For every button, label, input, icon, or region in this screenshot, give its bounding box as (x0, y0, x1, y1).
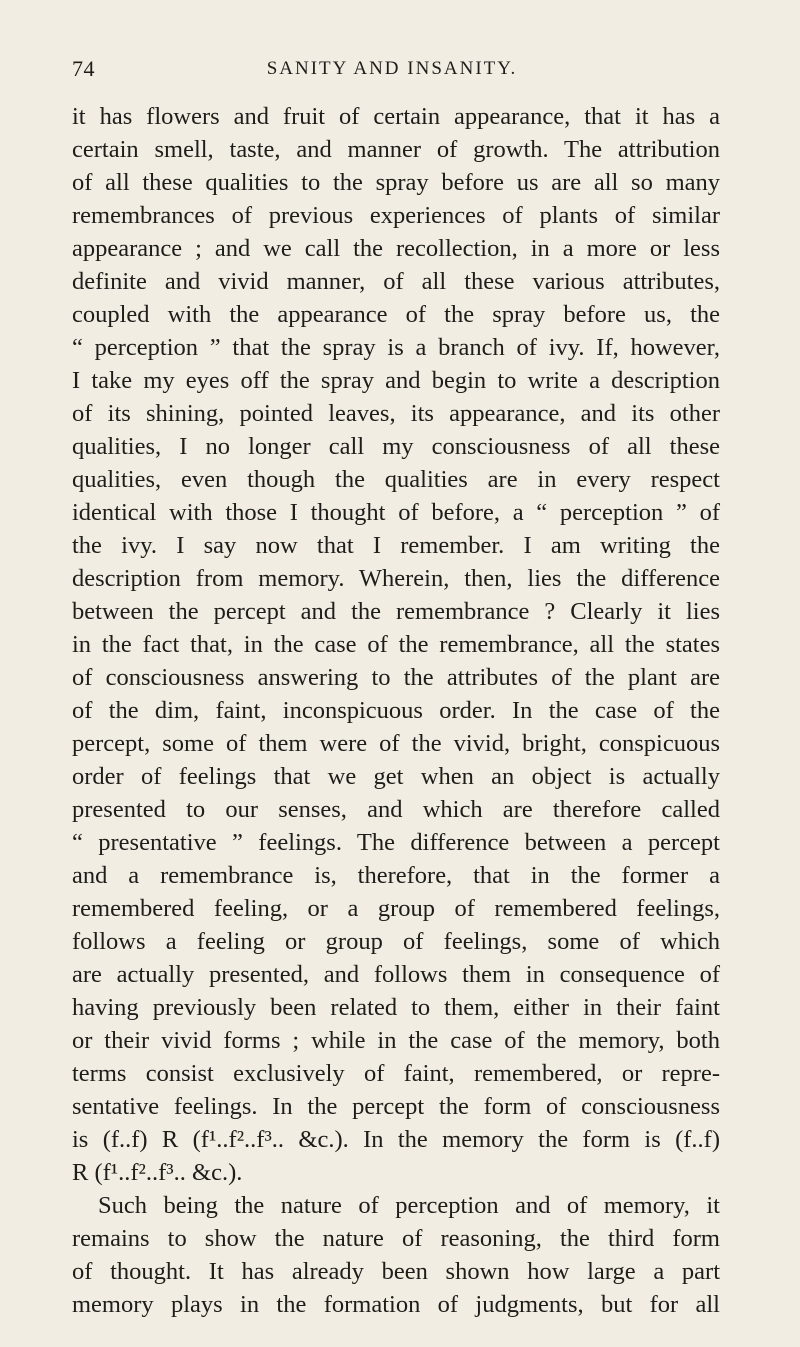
text-line: remembered feeling, or a group of remembered feelings, (72, 895, 720, 922)
text-line: definite and vivid manner, of all these various attributes, (72, 268, 720, 295)
body-text (72, 100, 720, 1321)
text-line: Such being the nature of perception and of memory, it (98, 1192, 720, 1219)
text-line: presented to our senses, and which are therefore called (72, 796, 720, 823)
text-line: of thought. It has already been shown how large a part (72, 1258, 720, 1285)
text-line: follows a feeling or group of feelings, some of which (72, 928, 720, 955)
text-line: qualities, even though the qualities are in every respect (72, 466, 720, 493)
text-line: of consciousness answering to the attributes of the plant are (72, 664, 720, 691)
text-line: appearance ; and we call the recollection, in a more or less (72, 235, 720, 262)
text-line: remembrances of previous experiences of plants of similar (72, 202, 720, 229)
text-line: percept, some of them were of the vivid, bright, conspicuous (72, 730, 720, 757)
text-line: having previously been related to them, either in their faint (72, 994, 720, 1021)
text-line: certain smell, taste, and manner of growth. The attribution (72, 136, 720, 163)
text-line: it has flowers and fruit of certain appearance, that it has a (72, 103, 720, 130)
text-line: terms consist exclusively of faint, remembered, or repre- (72, 1060, 720, 1087)
text-line: between the percept and the remembrance ? Clearly it lies (72, 598, 720, 625)
text-line: is (f..f) R (f¹..f²..f³.. &c.). In the memory the form is (f..f) (72, 1126, 720, 1153)
text-line: identical with those I thought of before, a “ perception ” of (72, 499, 720, 526)
text-line: R (f¹..f²..f³.. &c.). (72, 1159, 243, 1186)
text-line: in the fact that, in the case of the remembrance, all the states (72, 631, 720, 658)
text-line: coupled with the appearance of the spray before us, the (72, 301, 720, 328)
text-line: of the dim, faint, inconspicuous order. In the case of the (72, 697, 720, 724)
text-line: qualities, I no longer call my consciousness of all these (72, 433, 720, 460)
text-line: sentative feelings. In the percept the form of consciousness (72, 1093, 720, 1120)
page-header (72, 56, 712, 86)
text-line: order of feelings that we get when an object is actually (72, 763, 720, 790)
text-line: “ perception ” that the spray is a branch of ivy. If, however, (72, 334, 720, 361)
text-line: are actually presented, and follows them in consequence of (72, 961, 720, 988)
text-line: “ presentative ” feelings. The difference between a percept (72, 829, 720, 856)
running-head: SANITY AND INSANITY. (266, 58, 518, 79)
text-line: description from memory. Wherein, then, lies the difference (72, 565, 720, 592)
text-line: of all these qualities to the spray before us are all so many (72, 169, 720, 196)
text-line: remains to show the nature of reasoning, the third form (72, 1225, 720, 1252)
text-line: memory plays in the formation of judgments, but for all (72, 1291, 720, 1318)
page-number: 74 (72, 56, 95, 81)
text-line: of its shining, pointed leaves, its appearance, and its other (72, 400, 720, 427)
text-line: or their vivid forms ; while in the case of the memory, both (72, 1027, 720, 1054)
text-line: I take my eyes off the spray and begin to write a description (72, 367, 720, 394)
text-line: and a remembrance is, therefore, that in the former a (72, 862, 720, 889)
text-line: the ivy. I say now that I remember. I am writing the (72, 532, 720, 559)
